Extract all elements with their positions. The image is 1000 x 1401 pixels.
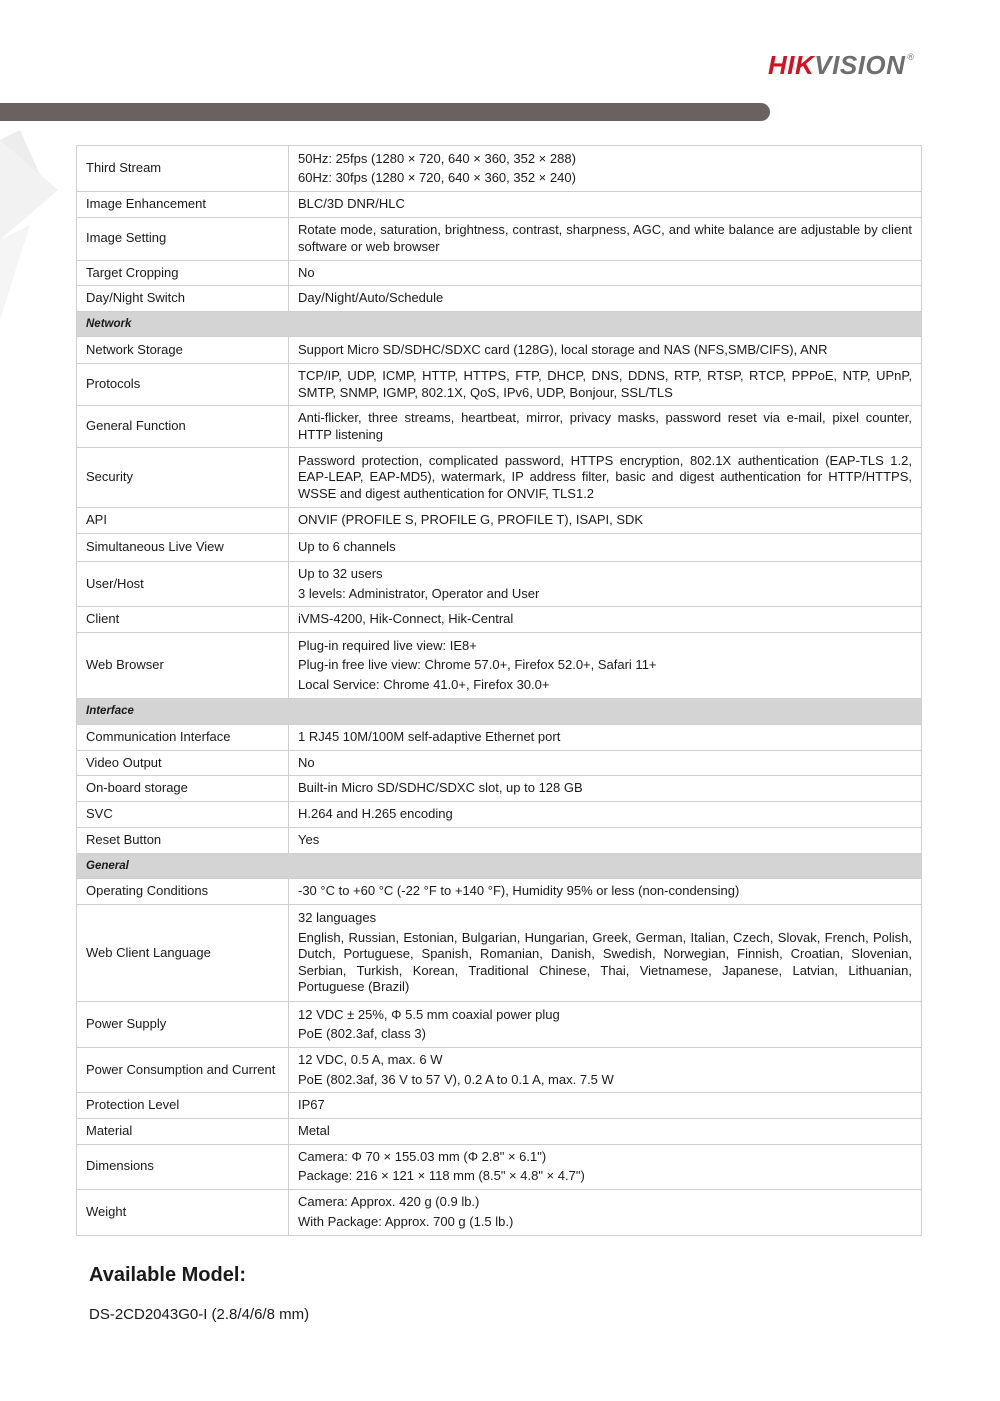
spec-value-line: iVMS-4200, Hik-Connect, Hik-Central (298, 611, 514, 627)
spec-value (289, 1048, 922, 1093)
spec-label: General Function (77, 406, 289, 448)
section-header-interface (77, 699, 922, 725)
spec-value (289, 1189, 922, 1235)
spec-label: Material (77, 1118, 289, 1144)
spec-value-line: H.264 and H.265 encoding (298, 806, 453, 821)
hikvision-logo (768, 48, 914, 82)
spec-value-line: Built-in Micro SD/SDHC/SDXC slot, up to 128 GB (298, 780, 583, 796)
spec-label: Third Stream (77, 146, 289, 192)
spec-row (77, 1118, 922, 1144)
spec-row (77, 260, 922, 286)
spec-label: Protocols (77, 364, 289, 406)
spec-label: Power Consumption and Current (77, 1048, 289, 1093)
spec-value-line: Yes (298, 831, 320, 847)
spec-value-line: 3 levels: Administrator, Operator and User (298, 585, 540, 601)
spec-row (77, 827, 922, 853)
spec-label: Security (77, 448, 289, 508)
section-title: General (77, 853, 922, 879)
spec-value (289, 364, 922, 406)
spec-value-line: Anti-flicker, three streams, heartbeat, mirror, privacy masks, password reset via e-mail, pixel counter, HTTP listening (298, 410, 912, 442)
spec-value (289, 802, 922, 828)
spec-value-line: Up to 6 channels (298, 539, 396, 555)
spec-value (289, 1144, 922, 1189)
spec-value (289, 750, 922, 776)
spec-label: Network Storage (77, 337, 289, 364)
spec-value (289, 337, 922, 364)
spec-value-line: English, Russian, Estonian, Bulgarian, Hungarian, Greek, German, Italian, Czech, Slovak, French, Polish, Dutch, Portuguese, Spanish, Romanian, Danish, Swedish, Norwegian, Finnish, Croatian, Slovenian, Serbian, Turkish, Korean, Traditional Chinese, Thai, Vietnamese, Japanese, Latvian, Lithuanian, Portuguese (Brazil) (298, 929, 912, 995)
spec-value (289, 905, 922, 1002)
spec-value-line: 1 RJ45 10M/100M self-adaptive Ethernet port (298, 728, 561, 744)
spec-row (77, 879, 922, 905)
spec-value-line: 12 VDC, 0.5 A, max. 6 W (298, 1052, 443, 1067)
spec-value (289, 534, 922, 562)
spec-row (77, 217, 922, 260)
spec-label: Protection Level (77, 1093, 289, 1119)
spec-value (289, 633, 922, 699)
spec-label: Reset Button (77, 827, 289, 853)
spec-label: Operating Conditions (77, 879, 289, 905)
spec-row (77, 1189, 922, 1235)
spec-value (289, 286, 922, 312)
spec-value-line: With Package: Approx. 700 g (1.5 lb.) (298, 1213, 514, 1229)
logo-text: HIKVISION (768, 49, 906, 80)
spec-value (289, 827, 922, 853)
spec-label: Client (77, 607, 289, 633)
spec-value-line: Day/Night/Auto/Schedule (298, 290, 444, 305)
spec-value-line: 60Hz: 30fps (1280 × 720, 640 × 360, 352 × 240) (298, 170, 576, 185)
spec-label: Power Supply (77, 1002, 289, 1048)
spec-value (289, 217, 922, 260)
spec-value-line: Metal (298, 1122, 330, 1138)
spec-row (77, 905, 922, 1002)
spec-value-line: 50Hz: 25fps (1280 × 720, 640 × 360, 352 × 288) (298, 150, 576, 166)
section-header-general (77, 853, 922, 879)
spec-label: Communication Interface (77, 724, 289, 750)
spec-value (289, 1093, 922, 1119)
spec-value (289, 192, 922, 218)
spec-row (77, 192, 922, 218)
spec-value (289, 724, 922, 750)
spec-value-line: BLC/3D DNR/HLC (298, 196, 405, 211)
spec-row (77, 562, 922, 607)
spec-value-line: No (298, 754, 315, 770)
spec-label: API (77, 508, 289, 534)
spec-value (289, 607, 922, 633)
spec-value (289, 508, 922, 534)
spec-value-line: TCP/IP, UDP, ICMP, HTTP, HTTPS, FTP, DHCP, DNS, DDNS, RTP, RTSP, RTCP, PPPoE, NTP, UPnP, SMTP, SNMP, IGMP, 802.1X, QoS, IPv6, UDP, Bonjour, SSL/TLS (298, 368, 912, 400)
spec-value (289, 1118, 922, 1144)
spec-label: Day/Night Switch (77, 286, 289, 312)
spec-row (77, 750, 922, 776)
spec-row (77, 286, 922, 312)
spec-label: Target Cropping (77, 260, 289, 286)
spec-value-line: Plug-in free live view: Chrome 57.0+, Firefox 52.0+, Safari 11+ (298, 657, 657, 673)
spec-value-line: 32 languages (298, 910, 377, 926)
spec-row (77, 1093, 922, 1119)
spec-value (289, 448, 922, 508)
spec-row (77, 1048, 922, 1093)
spec-row (77, 146, 922, 192)
spec-value-line: Local Service: Chrome 41.0+, Firefox 30.0+ (298, 676, 550, 692)
spec-row (77, 776, 922, 802)
spec-value-line: PoE (802.3af, class 3) (298, 1026, 426, 1041)
spec-row (77, 337, 922, 364)
spec-value (289, 562, 922, 607)
spec-value-line: Package: 216 × 121 × 118 mm (8.5" × 4.8" × 4.7") (298, 1168, 585, 1183)
spec-value (289, 776, 922, 802)
spec-value-line: -30 °C to +60 °C (-22 °F to +140 °F), Humidity 95% or less (non-condensing) (298, 883, 740, 899)
spec-value-line: 12 VDC ± 25%, Φ 5.5 mm coaxial power plug (298, 1006, 560, 1022)
spec-value (289, 1002, 922, 1048)
spec-row (77, 406, 922, 448)
spec-value-line: Rotate mode, saturation, brightness, contrast, sharpness, AGC, and white balance are adjustable by client software or web browser (298, 222, 912, 254)
spec-row (77, 1002, 922, 1048)
spec-value (289, 406, 922, 448)
spec-label: Web Client Language (77, 905, 289, 1002)
spec-value-line: Plug-in required live view: IE8+ (298, 637, 477, 653)
spec-table (76, 145, 922, 1236)
section-header-network (77, 311, 922, 337)
spec-row (77, 1144, 922, 1189)
spec-value-line: Support Micro SD/SDHC/SDXC card (128G), local storage and NAS (NFS,SMB/CIFS), ANR (298, 341, 828, 357)
spec-row (77, 508, 922, 534)
available-model-value: DS-2CD2043G0-I (2.8/4/6/8 mm) (89, 1306, 310, 1323)
spec-label: On-board storage (77, 776, 289, 802)
spec-label: Dimensions (77, 1144, 289, 1189)
spec-value-line: No (298, 264, 315, 280)
spec-label: Image Enhancement (77, 192, 289, 218)
spec-value-line: Camera: Approx. 420 g (0.9 lb.) (298, 1194, 480, 1209)
spec-row (77, 364, 922, 406)
spec-row (77, 633, 922, 699)
spec-value-line: PoE (802.3af, 36 V to 57 V), 0.2 A to 0.1 A, max. 7.5 W (298, 1071, 614, 1087)
spec-row (77, 607, 922, 633)
spec-value (289, 146, 922, 192)
spec-label: Simultaneous Live View (77, 534, 289, 562)
spec-value-line: ONVIF (PROFILE S, PROFILE G, PROFILE T), ISAPI, SDK (298, 512, 644, 528)
spec-value (289, 260, 922, 286)
available-model-heading: Available Model: (89, 1264, 247, 1286)
spec-label: Weight (77, 1189, 289, 1235)
spec-row (77, 724, 922, 750)
spec-row (77, 802, 922, 828)
spec-label: Image Setting (77, 217, 289, 260)
spec-label: User/Host (77, 562, 289, 607)
spec-value-line: Camera: Φ 70 × 155.03 mm (Φ 2.8" × 6.1") (298, 1148, 547, 1164)
watermark-decoration (0, 120, 60, 320)
spec-label: SVC (77, 802, 289, 828)
spec-value (289, 879, 922, 905)
spec-row (77, 448, 922, 508)
spec-label: Web Browser (77, 633, 289, 699)
spec-value-line: Password protection, complicated password, HTTPS encryption, 802.1X authentication (EAP-TLS 1.2, EAP-LEAP, EAP-MD5), watermark, IP address filter, basic and digest authentication for HTTP/HTTPS, WSSE and digest authentication for ONVIF, TLS1.2 (298, 452, 912, 501)
spec-value-line: IP67 (298, 1097, 325, 1112)
section-title: Interface (77, 699, 922, 725)
spec-row (77, 534, 922, 562)
registered-mark: ® (907, 52, 915, 62)
spec-value-line: Up to 32 users (298, 566, 383, 581)
spec-label: Video Output (77, 750, 289, 776)
section-title: Network (77, 311, 922, 337)
header-bar (0, 103, 770, 121)
